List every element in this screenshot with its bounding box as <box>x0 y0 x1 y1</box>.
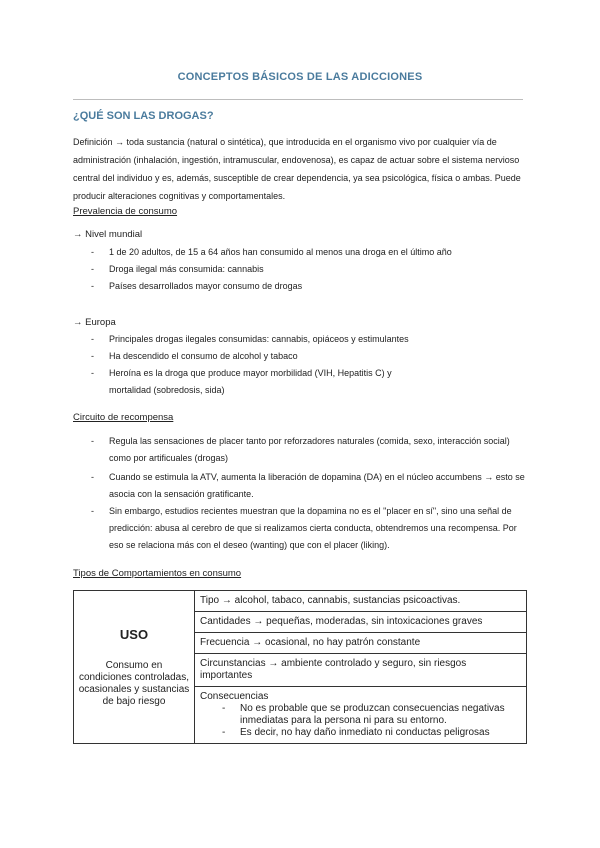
uso-description: Consumo en condiciones controladas, ocasionales y sustancias de bajo riesgo <box>78 659 190 707</box>
europa-label: → Europa <box>73 317 116 328</box>
list-item: - No es probable que se produzcan consecuencias negativas inmediatas para la persona ni para su entorno. <box>222 703 505 726</box>
uso-label: USO <box>119 626 149 642</box>
list-item: - Regula las sensaciones de placer tanto por reforzadores naturales (comida, sexo, interacción social) como por artificuales (drogas) <box>91 433 531 467</box>
behavior-table <box>73 590 527 744</box>
list-item: - Países desarrollados mayor consumo de drogas <box>91 278 531 295</box>
nivel-mundial-label: → Nivel mundial <box>73 229 143 240</box>
list-dash: - <box>91 264 94 274</box>
tipos-heading: Tipos de Comportamientos en consumo <box>73 568 242 579</box>
circuito-heading: Circuito de recompensa <box>73 412 174 423</box>
section-heading: ¿QUÉ SON LAS DROGAS? <box>73 110 214 122</box>
list-item: - Ha descendido el consumo de alcohol y tabaco <box>91 348 531 365</box>
table-row-circunstancias: Circunstancias → ambiente controlado y seguro, sin riesgos importantes <box>195 654 527 687</box>
document-title: CONCEPTOS BÁSICOS DE LAS ADICCIONES <box>177 71 423 83</box>
uso-cell <box>74 591 195 744</box>
list-item: - Sin embargo, estudios recientes muestran que la dopamina no es el "placer en sí", sino una señal de predicción: abusa al cerebro de que si realizamos cierta conducta, obtendremos una recompensa. Por eso se relaciona más con el deseo (wanting) que con el placer (liking). <box>91 503 531 554</box>
table-row-frecuencia: Frecuencia → ocasional, no hay patrón constante <box>195 633 527 654</box>
list-dash: - <box>91 334 94 344</box>
table-row-cantidades: Cantidades → pequeñas, moderadas, sin intoxicaciones graves <box>195 612 527 633</box>
list-dash: - <box>91 368 94 378</box>
list-dash: - <box>222 727 226 738</box>
list-dash: - <box>91 506 94 516</box>
list-dash: - <box>91 351 94 361</box>
list-item: - Heroína es la droga que produce mayor morbilidad (VIH, Hepatitis C) y mortalidad (sobredosis, sida) <box>91 365 431 399</box>
list-dash: - <box>91 472 94 482</box>
list-item: - Cuando se estimula la ATV, aumenta la liberación de dopamina (DA) en el núcleo accumbens → esto se asocia con la sensación gratificante. <box>91 469 531 503</box>
consecuencias-label: Consecuencias <box>200 691 269 702</box>
table-row-consecuencias <box>195 687 527 744</box>
definition-paragraph: Definición → toda sustancia (natural o sintética), que introducida en el organismo vivo por cualquier vía de administración (inhalación, ingestión, intramuscular, endovenosa), es capaz de actuar sobre el sistema nervioso central del individuo y es, además, susceptible de crear dependencia, ya sea psicológica, física o ambas. Puede producir alteraciones cognitivas y comportamentales. <box>73 137 521 201</box>
list-dash: - <box>222 703 226 714</box>
list-dash: - <box>91 281 94 291</box>
list-item: - 1 de 20 adultos, de 15 a 64 años han consumido al menos una droga en el último año <box>91 244 531 261</box>
title-divider <box>73 99 523 100</box>
list-dash: - <box>91 436 94 446</box>
list-item: - Principales drogas ilegales consumidas: cannabis, opiáceos y estimulantes <box>91 331 531 348</box>
table-row-tipo: Tipo → alcohol, tabaco, cannabis, sustancias psicoactivas. <box>195 591 527 612</box>
list-item: - Es decir, no hay daño inmediato ni conductas peligrosas <box>222 727 490 738</box>
list-item: - Droga ilegal más consumida: cannabis <box>91 261 531 278</box>
list-dash: - <box>91 247 94 257</box>
prevalencia-heading: Prevalencia de consumo <box>73 206 178 217</box>
